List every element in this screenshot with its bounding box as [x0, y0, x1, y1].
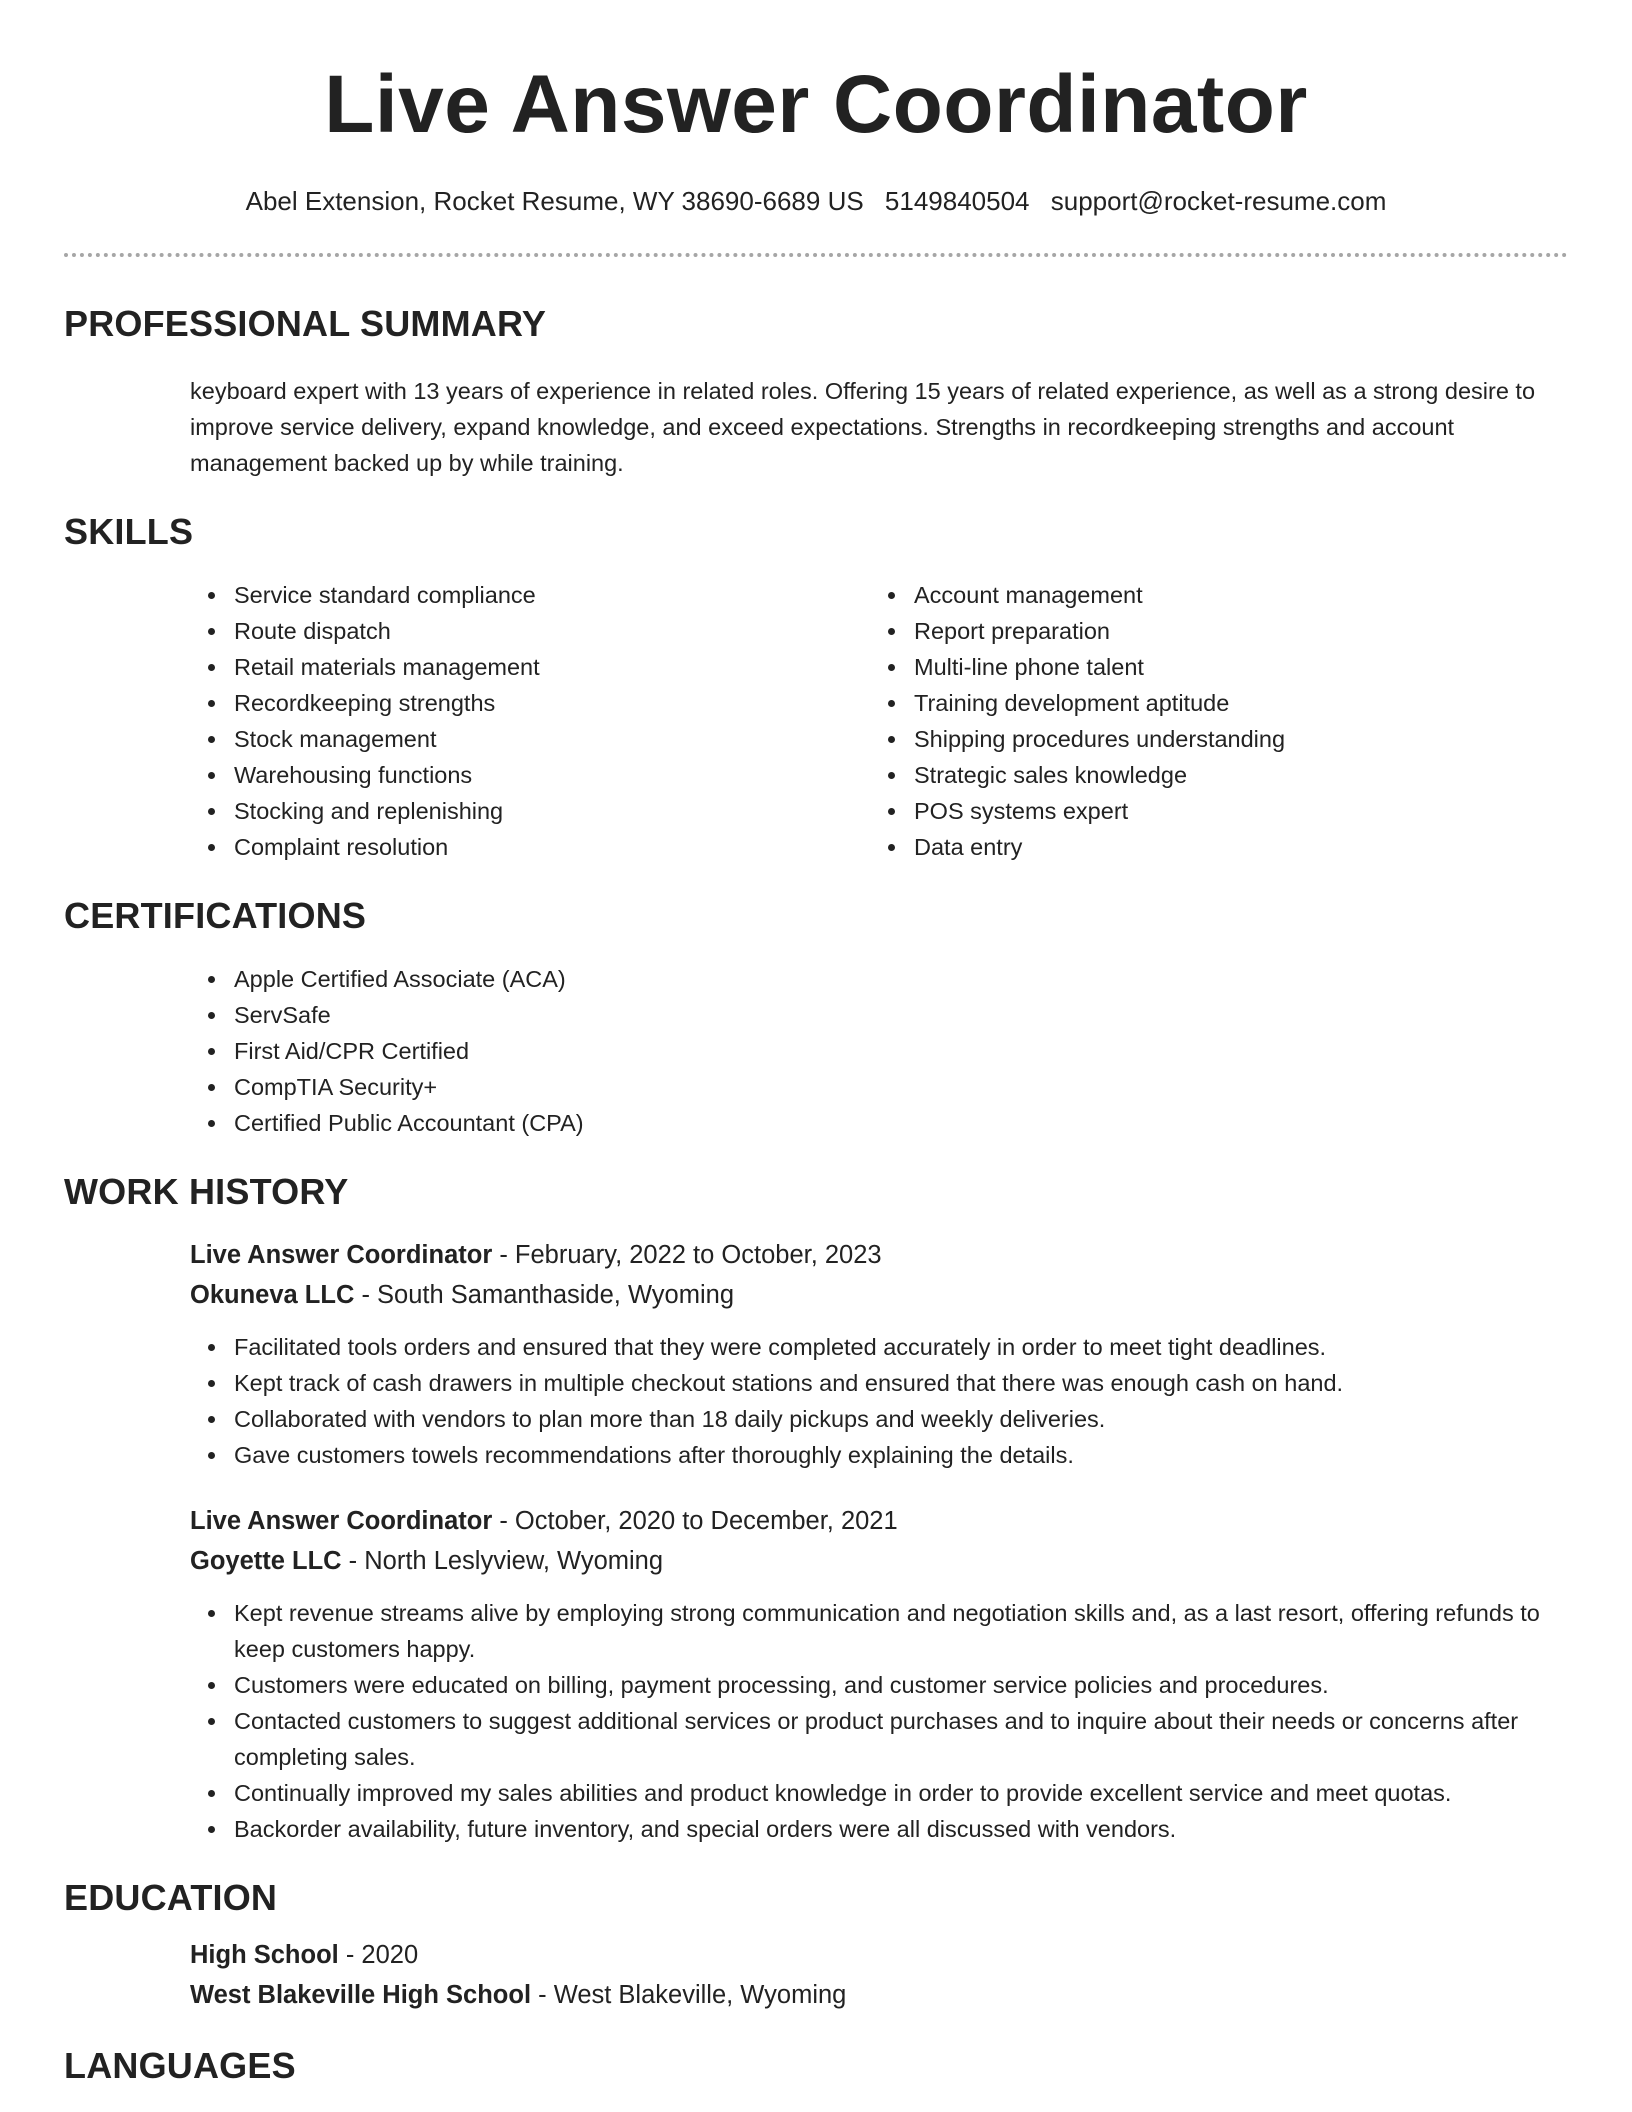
certification-item: CompTIA Security+ — [190, 1069, 1568, 1105]
skills-list-right — [870, 577, 1550, 865]
skill-item: Data entry — [870, 829, 1550, 865]
header-divider — [64, 253, 1568, 257]
job-company-line — [190, 1541, 1568, 1581]
section-title-languages: LANGUAGES — [64, 2045, 296, 2086]
contact-address: Abel Extension, Rocket Resume, WY 38690-6689 US — [245, 186, 864, 216]
job-bullets — [190, 1595, 1568, 1847]
skill-item: Strategic sales knowledge — [870, 757, 1550, 793]
resume-name: Live Answer Coordinator — [324, 59, 1308, 150]
education-location: - West Blakeville, Wyoming — [531, 1981, 847, 2009]
summary-text: keyboard expert with 13 years of experience in related roles. Offering 15 years of related experience, as well as a strong desire to improve service delivery, expand knowledge, and exceed expectations. Strengths in recordkeeping strengths and account management backed up by while training. — [190, 378, 1536, 476]
section-title-education: EDUCATION — [64, 1877, 278, 1918]
certifications-block — [0, 961, 1632, 1141]
education-degree: High School — [190, 1941, 339, 1969]
job-title-line — [190, 1501, 1568, 1541]
section-title-summary: PROFESSIONAL SUMMARY — [64, 303, 547, 344]
job-company: Goyette LLC — [190, 1547, 342, 1575]
education-degree-line — [190, 1935, 1568, 1975]
education-year: - 2020 — [338, 1941, 419, 1969]
skills-block — [0, 577, 1632, 865]
education-school-line — [190, 1975, 1568, 2015]
job-dates: - October, 2020 to December, 2021 — [492, 1507, 898, 1535]
certification-item: ServSafe — [190, 997, 1568, 1033]
job-bullet: Gave customers towels recommendations after thoroughly explaining the details. — [190, 1437, 1568, 1473]
skills-list-left — [190, 577, 870, 865]
certification-item: Certified Public Accountant (CPA) — [190, 1105, 1568, 1141]
education-school: West Blakeville High School — [190, 1981, 532, 2009]
job-entry — [190, 1235, 1568, 1473]
skill-item: POS systems expert — [870, 793, 1550, 829]
job-bullet: Kept revenue streams alive by employing strong communication and negotiation skills and, as a last resort, offering refunds to keep customers happy. — [190, 1595, 1568, 1667]
skill-item: Warehousing functions — [190, 757, 870, 793]
skill-item: Retail materials management — [190, 649, 870, 685]
job-bullet: Kept track of cash drawers in multiple checkout stations and ensured that there was enough cash on hand. — [190, 1365, 1568, 1401]
contact-phone: 5149840504 — [884, 186, 1030, 216]
job-bullet: Facilitated tools orders and ensured that they were completed accurately in order to meet tight deadlines. — [190, 1329, 1568, 1365]
skill-item: Recordkeeping strengths — [190, 685, 870, 721]
section-title-certifications: CERTIFICATIONS — [64, 895, 367, 936]
skill-item: Multi-line phone talent — [870, 649, 1550, 685]
job-entry — [190, 1501, 1568, 1847]
skill-item: Complaint resolution — [190, 829, 870, 865]
certifications-list — [190, 961, 1568, 1141]
job-bullet: Collaborated with vendors to plan more than 18 daily pickups and weekly deliveries. — [190, 1401, 1568, 1437]
certification-item: Apple Certified Associate (ACA) — [190, 961, 1568, 997]
job-bullet: Customers were educated on billing, payment processing, and customer service policies and procedures. — [190, 1667, 1568, 1703]
job-title-line — [190, 1235, 1568, 1275]
job-role: Live Answer Coordinator — [190, 1507, 493, 1535]
skill-item: Stock management — [190, 721, 870, 757]
education-block — [0, 1935, 1632, 2015]
work-block — [0, 1235, 1632, 1847]
skill-item: Shipping procedures understanding — [870, 721, 1550, 757]
section-title-skills: SKILLS — [64, 511, 194, 552]
job-role: Live Answer Coordinator — [190, 1241, 493, 1269]
skill-item: Service standard compliance — [190, 577, 870, 613]
skill-item: Route dispatch — [190, 613, 870, 649]
summary-block — [0, 373, 1632, 481]
skill-item: Training development aptitude — [870, 685, 1550, 721]
skills-grid — [190, 577, 1568, 865]
job-location: - South Samanthaside, Wyoming — [354, 1281, 734, 1309]
contact-line — [0, 186, 1632, 217]
section-title-work-history: WORK HISTORY — [64, 1171, 349, 1212]
skill-item: Account management — [870, 577, 1550, 613]
job-bullet: Contacted customers to suggest additional services or product purchases and to inquire about their needs or concerns after completing sales. — [190, 1703, 1568, 1775]
job-company-line — [190, 1275, 1568, 1315]
skill-item: Report preparation — [870, 613, 1550, 649]
job-dates: - February, 2022 to October, 2023 — [492, 1241, 882, 1269]
skill-item: Stocking and replenishing — [190, 793, 870, 829]
job-bullets — [190, 1329, 1568, 1473]
job-location: - North Leslyview, Wyoming — [341, 1547, 664, 1575]
contact-email: support@rocket-resume.com — [1050, 186, 1387, 216]
job-company: Okuneva LLC — [190, 1281, 355, 1309]
job-bullet: Backorder availability, future inventory, and special orders were all discussed with vendors. — [190, 1811, 1568, 1847]
certification-item: First Aid/CPR Certified — [190, 1033, 1568, 1069]
job-bullet: Continually improved my sales abilities and product knowledge in order to provide excellent service and meet quotas. — [190, 1775, 1568, 1811]
